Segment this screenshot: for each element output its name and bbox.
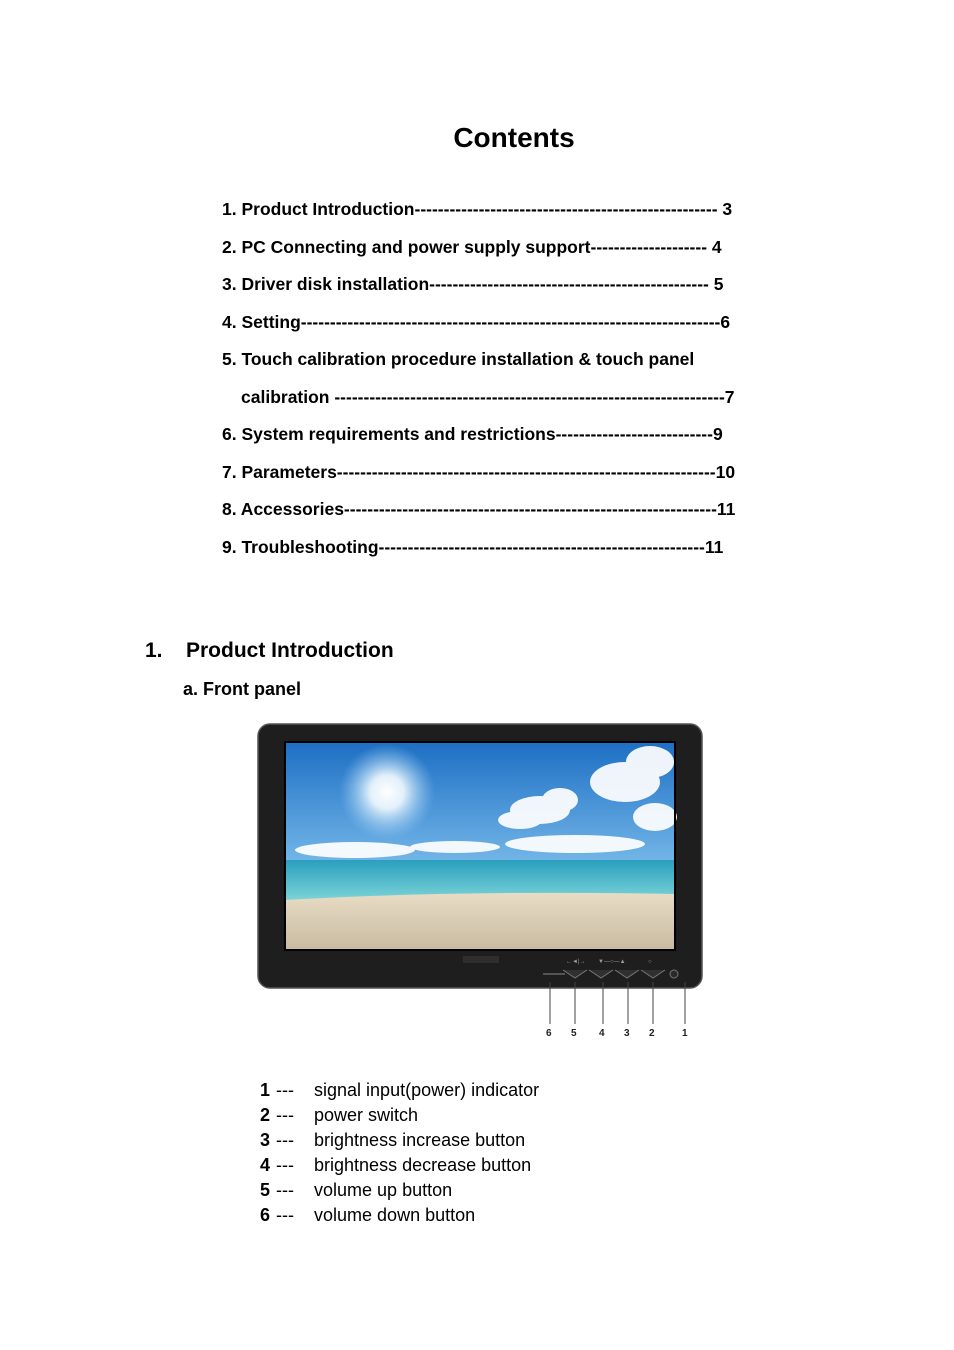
subheading-front-panel: a. Front panel (183, 679, 302, 699)
callout-label-5: 5 (571, 1028, 577, 1039)
front-panel-figure (255, 722, 705, 1040)
callout-label-3: 3 (624, 1028, 630, 1039)
callout-label-4: 4 (599, 1028, 605, 1039)
volume-marks: ←◄|→ (566, 959, 586, 965)
power-button-icon (670, 970, 678, 978)
toc-entry[interactable]: 5. Touch calibration procedure installation & touch panel (222, 349, 695, 369)
section-heading (145, 639, 394, 663)
table-of-contents (222, 196, 782, 571)
legend-item: 5 --- volume up button (260, 1180, 453, 1200)
callout-label-6: 6 (546, 1028, 552, 1039)
toc-entry[interactable]: 3. Driver disk installation------------------------------------------------ 5 (222, 274, 724, 294)
legend-item: 6 --- volume down button (260, 1205, 476, 1225)
monitor-illustration (255, 722, 705, 1040)
toc-entry-continuation[interactable]: calibration -------------------------------------------------------------------7 (241, 386, 735, 407)
toc-entry[interactable]: 7. Parameters-----------------------------------------------------------------10 (222, 461, 736, 482)
legend-item: 2 --- power switch (260, 1105, 419, 1125)
power-mark: ○ (648, 959, 652, 965)
toc-entry[interactable]: 1. Product Introduction---------------------------------------------------- 3 (222, 199, 733, 219)
button-legend (260, 1078, 539, 1228)
sand-graphic (285, 893, 675, 950)
legend-item: 3 --- brightness increase button (260, 1130, 526, 1150)
page-title: Contents (453, 122, 575, 153)
callout-label-1: 1 (682, 1028, 688, 1039)
toc-entry[interactable]: 8. Accessories----------------------------------------------------------------11 (222, 499, 736, 519)
toc-entry[interactable]: 4. Setting------------------------------------------------------------------------6 (222, 311, 731, 332)
section-title: Product Introduction (186, 639, 394, 662)
callout-label-2: 2 (649, 1028, 655, 1039)
brightness-marks: ▼—○—▲ (598, 959, 626, 965)
sun-graphic (339, 744, 435, 840)
toc-entry[interactable]: 6. System requirements and restrictions---------------------------9 (222, 424, 723, 444)
legend-item: 4 --- brightness decrease button (260, 1155, 532, 1175)
toc-entry[interactable]: 2. PC Connecting and power supply support-------------------- 4 (222, 236, 722, 257)
section-number: 1. (145, 639, 163, 662)
legend-item: 1 --- signal input(power) indicator (260, 1080, 540, 1100)
toc-entry[interactable]: 9. Troubleshooting--------------------------------------------------------11 (222, 536, 724, 557)
